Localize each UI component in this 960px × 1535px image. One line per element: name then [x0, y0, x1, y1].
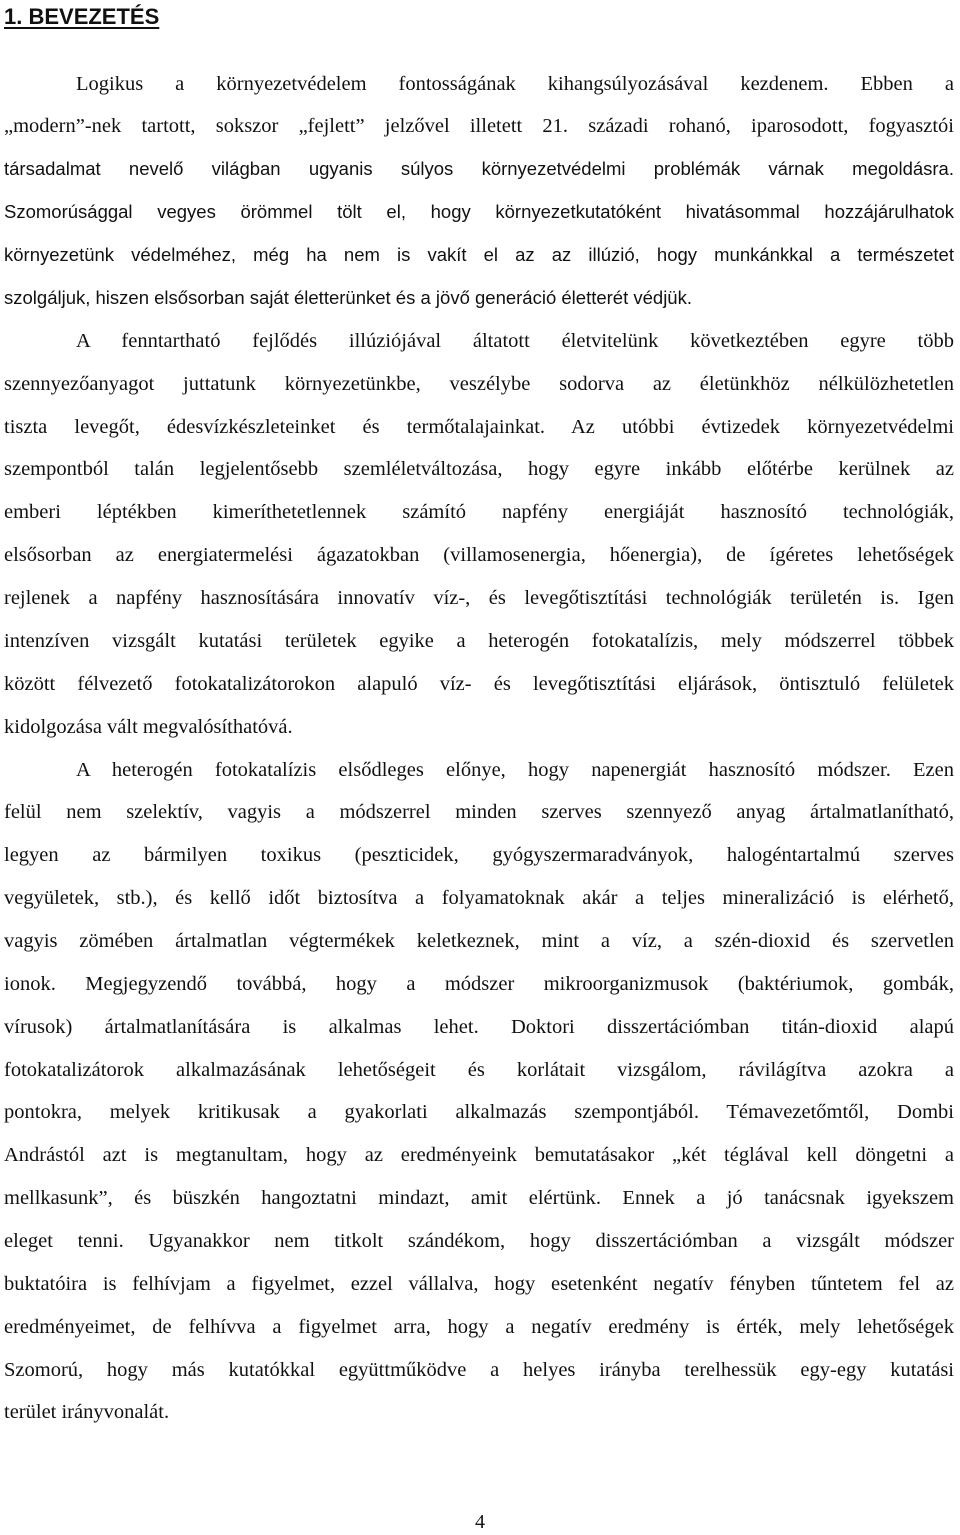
- text-line: tiszta levegőt, édesvízkészleteinket és termőtalajainkat. Az utóbbi évtizedek környezetvédelmi: [4, 416, 954, 438]
- text-line: vegyületek, stb.), és kellő időt biztosítva a folyamatoknak akár a teljes mineralizáció is elérhető,: [4, 887, 954, 909]
- text-line: legyen az bármilyen toxikus (peszticidek, gyógyszermaradványok, halogéntartalmú szerves: [4, 844, 954, 866]
- text-line: kidolgozása vált megvalósíthatóvá.: [4, 716, 293, 738]
- text-line: pontokra, melyek kritikusak a gyakorlati alkalmazás szempontjából. Témavezetőmtől, Dombi: [4, 1101, 954, 1123]
- text-line: Andrástól azt is megtanultam, hogy az eredményeink bemutatásakor „két téglával kell döngetni a: [4, 1144, 954, 1166]
- text-line: szolgáljuk, hiszen elsősorban saját életterünket és a jövő generáció életterét védjük.: [4, 287, 692, 308]
- text-line: rejlenek a napfény hasznosítására innovatív víz-, és levegőtisztítási technológiák területén is. Igen: [4, 587, 954, 609]
- text-line: mellkasunk”, és büszkén hangoztatni mindazt, amit elértünk. Ennek a jó tanácsnak igyekszem: [4, 1187, 954, 1209]
- text-line: Logikus a környezetvédelem fontosságának kihangsúlyozásával kezdenem. Ebben a: [76, 73, 954, 95]
- text-line: eredményeimet, de felhívva a figyelmet arra, hogy a negatív eredmény is érték, mely lehetőségek: [4, 1316, 954, 1338]
- text-line: Szomorú, hogy más kutatókkal együttműködve a helyes irányba terelhessük egy-egy kutatási: [4, 1359, 954, 1381]
- text-line: vagyis zömében ártalmatlan végtermékek keletkeznek, mint a víz, a szén-dioxid és szervetlen: [4, 930, 954, 952]
- page-number: 4: [475, 1511, 485, 1533]
- chapter-heading: 1. BEVEZETÉS: [4, 4, 160, 29]
- text-line: buktatóira is felhívjam a figyelmet, ezzel vállalva, hogy esetenként negatív fényben tűntetem fel az: [4, 1273, 954, 1295]
- text-line: szempontból talán legjelentősebb szemléletváltozása, hogy egyre inkább előtérbe kerülnek az: [4, 458, 954, 480]
- text-line: ionok. Megjegyzendő továbbá, hogy a módszer mikroorganizmusok (baktériumok, gombák,: [4, 973, 954, 995]
- text-line: között félvezető fotokatalizátorokon alapuló víz- és levegőtisztítási eljárások, öntisztuló felületek: [4, 673, 954, 695]
- text-line: A heterogén fotokatalízis elsődleges előnye, hogy napenergiát hasznosító módszer. Ezen: [76, 759, 954, 781]
- text-line: Szomorúsággal vegyes örömmel tölt el, hogy környezetkutatóként hivatásommal hozzájárulhatok: [4, 201, 954, 222]
- text-line: vírusok) ártalmatlanítására is alkalmas lehet. Doktori disszertációmban titán-dioxid alapú: [4, 1016, 954, 1038]
- text-line: intenzíven vizsgált kutatási területek egyike a heterogén fotokatalízis, mely módszerrel többek: [4, 630, 954, 652]
- text-line: környezetünk védelméhez, még ha nem is vakít el az az illúzió, hogy munkánkkal a természetet: [4, 244, 954, 265]
- text-line: terület irányvonalát.: [4, 1401, 170, 1423]
- text-line: fotokatalizátorok alkalmazásának lehetőségeit és korlátait vizsgálom, rávilágítva azokra a: [4, 1059, 954, 1081]
- text-line: emberi léptékben kimeríthetetlennek számító napfény energiáját hasznosító technológiák,: [4, 501, 954, 523]
- text-line: szennyezőanyagot juttatunk környezetünkbe, veszélybe sodorva az életünkhöz nélkülözhetetlen: [4, 373, 954, 395]
- text-line: elsősorban az energiatermelési ágazatokban (villamosenergia, hőenergia), de ígéretes lehetőségek: [4, 544, 954, 566]
- text-line: „modern”-nek tartott, sokszor „fejlett” jelzővel illetett 21. századi rohanó, iparosodott, fogyasztói: [4, 115, 954, 137]
- text-line: felül nem szelektív, vagyis a módszerrel minden szerves szennyező anyag ártalmatlanítható,: [4, 801, 954, 823]
- text-line: eleget tenni. Ugyanakkor nem titkolt szándékom, hogy disszertációmban a vizsgált módszer: [4, 1230, 954, 1252]
- text-line: A fenntartható fejlődés illúziójával áltatott életvitelünk következtében egyre több: [76, 330, 954, 352]
- text-line: társadalmat nevelő világban ugyanis súlyos környezetvédelmi problémák várnak megoldásra.: [4, 158, 954, 179]
